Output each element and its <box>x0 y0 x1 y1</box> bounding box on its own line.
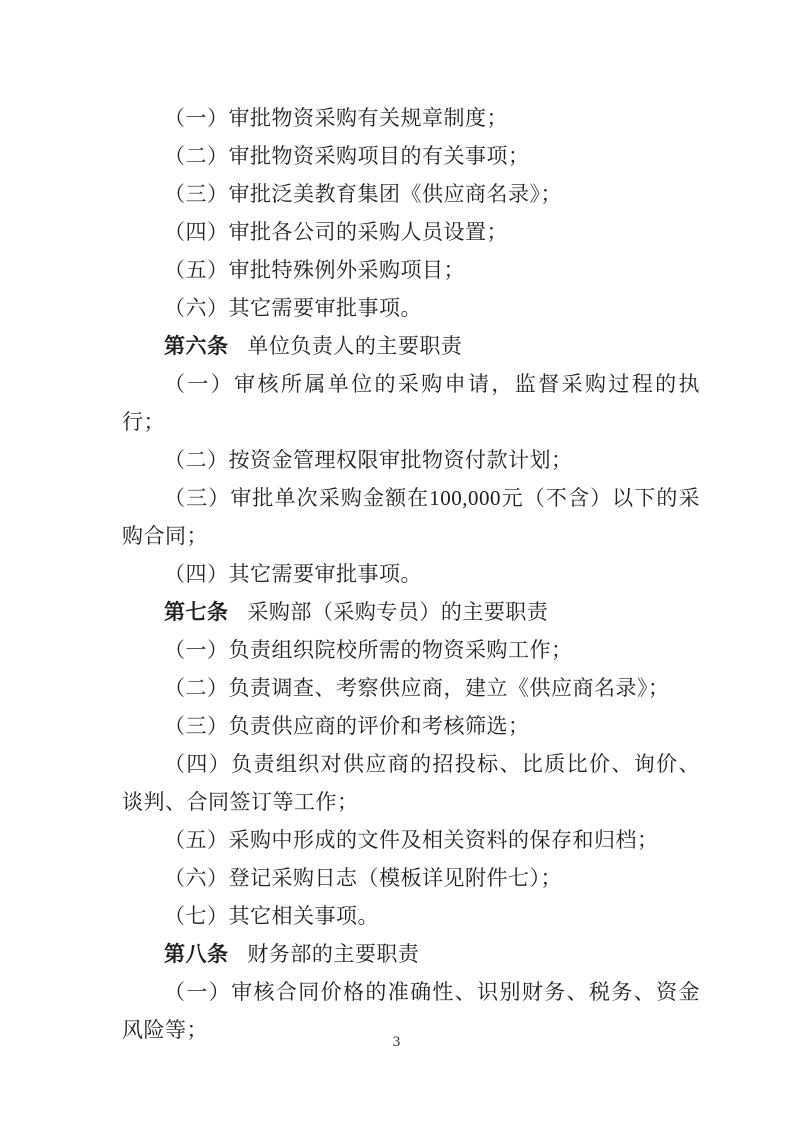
clause-item: （四）审批各公司的采购人员设置； <box>164 220 508 244</box>
page-number: 3 <box>392 1034 401 1050</box>
clause-item: （一）审批物资采购有关规章制度； <box>164 106 508 130</box>
article-title: 财务部的主要职责 <box>247 942 420 966</box>
clause-item: （五）审批特殊例外采购项目； <box>164 258 465 282</box>
clause-item: （五）采购中形成的文件及相关资料的保存和归档； <box>164 828 659 852</box>
document-body <box>122 99 700 1049</box>
clause-item: （二）按资金管理权限审批物资付款计划； <box>164 448 573 472</box>
clause-item: （六）登记采购日志（模板详见附件七）； <box>164 866 562 890</box>
clause-item: （四）其它需要审批事项。 <box>164 562 422 586</box>
article-title: 单位负责人的主要职责 <box>247 334 463 358</box>
clause-item: （三）负责供应商的评价和考核筛选； <box>164 714 530 738</box>
clause-item: （四）负责组织对供应商的招投标、比质比价、询价、谈判、合同签订等工作； <box>122 752 700 814</box>
article-number: 第六条 <box>164 334 229 358</box>
article-heading <box>122 593 700 631</box>
clause-item: （一）审核所属单位的采购申请，监督采购过程的执行； <box>122 372 700 434</box>
clause-item: （二）负责调查、考察供应商，建立《供应商名录》； <box>164 676 670 700</box>
clause-item: （三）审批单次采购金额在100,000元（不含）以下的采购合同； <box>122 486 700 548</box>
clause-item: （一）审核合同价格的准确性、识别财务、税务、资金风险等； <box>122 980 700 1042</box>
clause-item: （三）审批泛美教育集团《供应商名录》； <box>164 182 562 206</box>
clause-item: （七）其它相关事项。 <box>164 904 379 928</box>
article-heading <box>122 935 700 973</box>
article-number: 第七条 <box>164 600 229 624</box>
article-number: 第八条 <box>164 942 229 966</box>
clause-item: （一）负责组织院校所需的物资采购工作； <box>164 638 573 662</box>
article-title: 采购部（采购专员）的主要职责 <box>247 600 549 624</box>
clause-item: （二）审批物资采购项目的有关事项； <box>164 144 530 168</box>
article-heading <box>122 327 700 365</box>
clause-item: （六）其它需要审批事项。 <box>164 296 422 320</box>
